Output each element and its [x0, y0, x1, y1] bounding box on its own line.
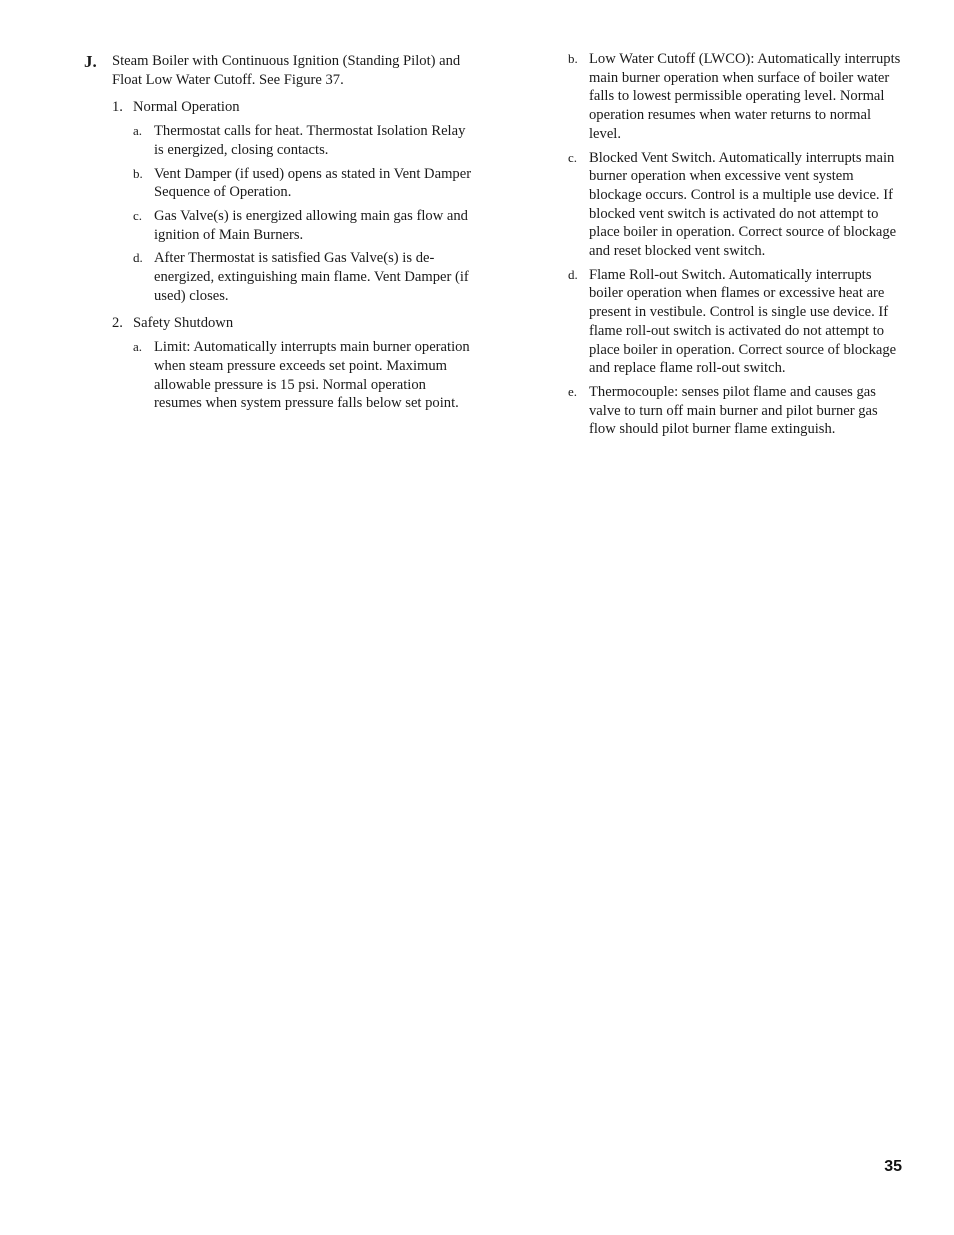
item-text: Gas Valve(s) is energized allowing main gas flow and ignition of Main Burners. — [154, 207, 468, 243]
item-letter: a. — [133, 339, 143, 355]
item-text: Thermostat calls for heat. Thermostat Isolation Relay is energized, closing contacts. — [154, 123, 466, 158]
item-text: After Thermostat is satisfied Gas Valve(s) is de-energized, extinguishing main flame. Vent Damper (if used) closes. — [154, 250, 469, 304]
list-item — [133, 249, 474, 305]
section-letter: J. — [84, 52, 97, 71]
right-column — [568, 50, 904, 439]
item-text: Vent Damper (if used) opens as stated in Vent Damper Sequence of Operation. — [154, 165, 472, 201]
subsection-title: Normal Operation — [133, 99, 240, 116]
item-letter: b. — [133, 165, 143, 181]
item-text: Thermocouple: senses pilot flame and causes gas valve to turn off main burner and pilot burner gas flow should pilot burner flame extinguish. — [589, 383, 878, 438]
page-number: 35 — [884, 1158, 902, 1175]
left-column — [84, 50, 474, 413]
item-text: Blocked Vent Switch. Automatically interrupts main burner operation when excessive vent system blockage occurs. Control is a multiple use device. If blocked vent switch is activated do not attempt to place boiler in operation. Correct source of blockage and reset blocked vent switch. — [589, 149, 897, 260]
list-item — [568, 50, 904, 144]
section-title: Steam Boiler with Continuous Ignition (Standing Pilot) and Float Low Water Cutoff. See Figure 37. — [112, 53, 461, 88]
subsection-safety-shutdown — [112, 314, 474, 333]
list-item — [133, 122, 474, 159]
section-heading — [84, 52, 474, 89]
subsection-title: Safety Shutdown — [133, 315, 234, 332]
item-text: Flame Roll-out Switch. Automatically interrupts boiler operation when flames or excessive heat are present in vestibule. Control is single use device. If flame roll-out switch is activated do not attempt to place boiler in operation. Correct source of blockage and replace flame roll-out switch. — [589, 266, 897, 377]
item-text: Limit: Automatically interrupts main burner operation when steam pressure exceeds set point. Maximum allowable pressure is 15 psi. Normal operation resumes when system pressure falls below set point. — [154, 339, 470, 412]
item-letter: d. — [133, 250, 143, 266]
list-item — [568, 266, 904, 378]
item-text: Low Water Cutoff (LWCO): Automatically interrupts main burner operation when surface of boiler water falls to lowest permissible operating level. Normal operation resumes when water returns to normal level. — [589, 51, 901, 142]
list-item — [133, 338, 474, 413]
subsection-number: 1. — [112, 99, 123, 116]
item-letter: e. — [568, 383, 578, 399]
item-letter: c. — [568, 149, 578, 165]
item-letter: a. — [133, 123, 143, 139]
list-item — [133, 207, 474, 244]
list-item — [568, 149, 904, 261]
list-item — [133, 165, 474, 202]
subsection-number: 2. — [112, 315, 123, 332]
list-item — [568, 383, 904, 439]
item-letter: c. — [133, 207, 143, 223]
item-letter: b. — [568, 51, 578, 66]
item-letter: d. — [568, 266, 578, 282]
subsection-normal-operation — [112, 98, 474, 117]
